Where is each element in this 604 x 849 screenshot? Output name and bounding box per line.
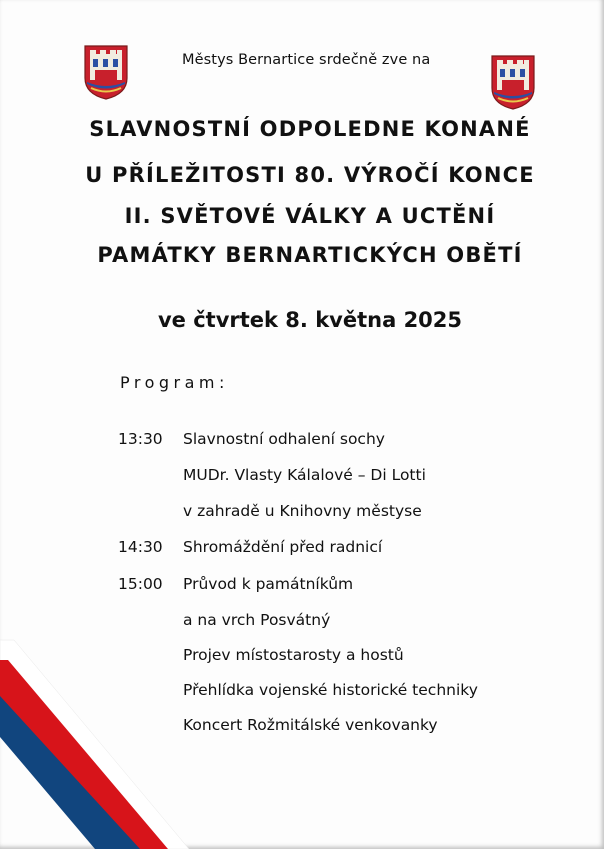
program-time: 14:30 <box>118 538 163 556</box>
tricolor-ribbon-icon <box>0 600 300 849</box>
program-item: Shromáždění před radnicí <box>183 538 383 556</box>
program-item: a na vrch Posvátný <box>183 611 331 629</box>
event-date: ve čtvrtek 8. května 2025 <box>157 308 463 332</box>
headline-line-4: PAMÁTKY BERNARTICKÝCH OBĚTÍ <box>97 243 523 267</box>
program-item: Projev místostarosty a hostů <box>183 646 404 664</box>
headline-line-3: II. SVĚTOVÉ VÁLKY A UCTĚNÍ <box>124 204 496 228</box>
program-heading: Program: <box>120 373 229 392</box>
coat-of-arms-icon <box>490 54 536 110</box>
coat-of-arms-icon <box>83 44 129 100</box>
invitation-line: Městys Bernartice srdečně zve na <box>182 52 431 68</box>
program-item: Koncert Rožmitálské venkovanky <box>183 716 438 734</box>
program-item: MUDr. Vlasty Kálalové – Di Lotti <box>183 466 426 484</box>
program-item: v zahradě u Knihovny městyse <box>183 502 422 520</box>
headline-line-2: U PŘÍLEŽITOSTI 80. VÝROČÍ KONCE <box>85 163 535 187</box>
program-time: 15:00 <box>118 575 163 593</box>
program-time: 13:30 <box>118 430 163 448</box>
program-item: Přehlídka vojenské historické techniky <box>183 681 478 699</box>
program-item: Slavnostní odhalení sochy <box>183 430 385 448</box>
headline-line-1: SLAVNOSTNÍ ODPOLEDNE KONANÉ <box>89 117 531 141</box>
program-item: Průvod k památníkům <box>183 575 354 593</box>
